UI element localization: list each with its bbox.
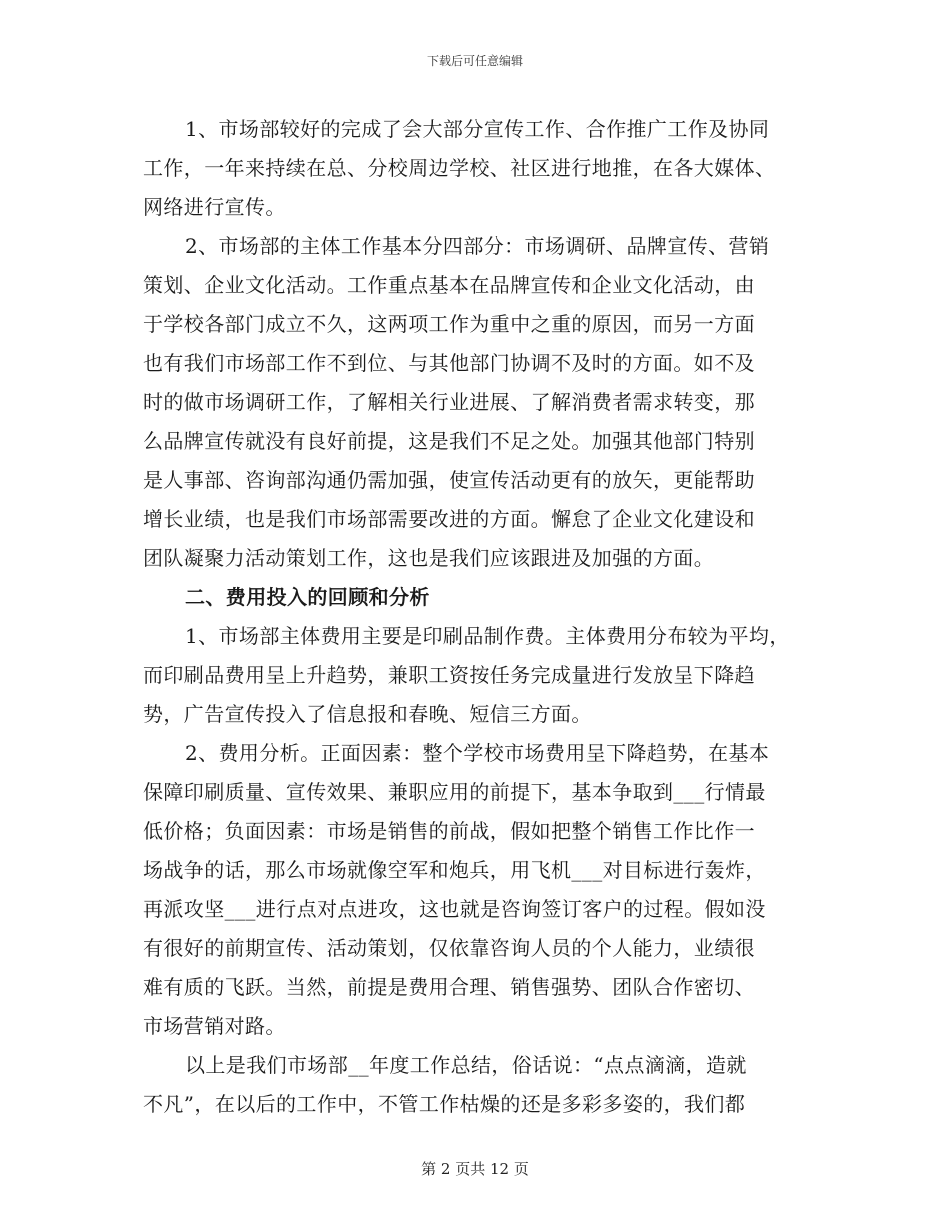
page-header: 下载后可任意编辑 [426, 54, 523, 68]
paragraph-line: 2、费用分析。正面因素：整个学校市场费用呈下降趋势，在基本 [185, 741, 770, 765]
paragraph-line: 势，广告宣传投入了信息报和春晚、短信三方面。 [143, 702, 592, 726]
paragraph-line: 2、市场部的主体工作基本分四部分：市场调研、品牌宣传、营销 [185, 234, 770, 258]
paragraph-line: 策划、企业文化活动。工作重点基本在品牌宣传和企业文化活动，由 [143, 273, 755, 297]
page-number: 第 2 页共 12 页 [421, 1160, 529, 1178]
paragraph-line: 以上是我们市场部__年度工作总结，俗话说：“点点滴滴，造就 [185, 1053, 747, 1077]
paragraph-line: 有很好的前期宣传、活动策划，仅依靠咨询人员的个人能力，业绩很 [143, 936, 755, 960]
paragraph-line: 1、市场部主体费用主要是印刷品制作费。主体费用分布较为平均， [185, 624, 790, 648]
document-body [143, 110, 813, 1124]
paragraph-line: 场战争的话，那么市场就像空军和炮兵，用飞机___对目标进行轰炸， [143, 858, 766, 882]
paragraph-line: 再派攻坚___进行点对点进攻，这也就是咨询签订客户的过程。假如没 [143, 897, 766, 921]
paragraph-line: 1、市场部较好的完成了会大部分宣传工作、合作推广工作及协同 [185, 117, 770, 141]
paragraph-line: 也有我们市场部工作不到位、与其他部门协调不及时的方面。如不及 [143, 351, 755, 375]
paragraph-line: 网络进行宣传。 [143, 195, 286, 219]
paragraph-line: 于学校各部门成立不久，这两项工作为重中之重的原因，而另一方面 [143, 312, 755, 336]
paragraph-line: 难有质的飞跃。当然，前提是费用合理、销售强势、团队合作密切、 [143, 975, 755, 999]
paragraph-line: 是人事部、咨询部沟通仍需加强，使宣传活动更有的放矢，更能帮助 [143, 468, 755, 492]
paragraph-line: 增长业绩，也是我们市场部需要改进的方面。懈怠了企业文化建设和 [143, 507, 755, 531]
paragraph-line: 而印刷品费用呈上升趋势，兼职工资按任务完成量进行发放呈下降趋 [143, 663, 755, 687]
paragraph-line: 时的做市场调研工作，了解相关行业进展、了解消费者需求转变，那 [143, 390, 755, 414]
section-heading: 二、费用投入的回顾和分析 [185, 585, 430, 609]
paragraph-line: 低价格；负面因素：市场是销售的前战，假如把整个销售工作比作一 [143, 819, 755, 843]
paragraph-line: 工作，一年来持续在总、分校周边学校、社区进行地推，在各大媒体、 [143, 156, 776, 180]
paragraph-line: 市场营销对路。 [143, 1014, 286, 1038]
paragraph-line: 团队凝聚力活动策划工作，这也是我们应该跟进及加强的方面。 [143, 546, 715, 570]
paragraph-line: 不凡”，在以后的工作中，不管工作枯燥的还是多彩多姿的，我们都 [143, 1092, 746, 1116]
paragraph-line: 保障印刷质量、宣传效果、兼职应用的前提下，基本争取到___行情最 [143, 780, 766, 804]
paragraph-line: 么品牌宣传就没有良好前提，这是我们不足之处。加强其他部门特别 [143, 429, 755, 453]
